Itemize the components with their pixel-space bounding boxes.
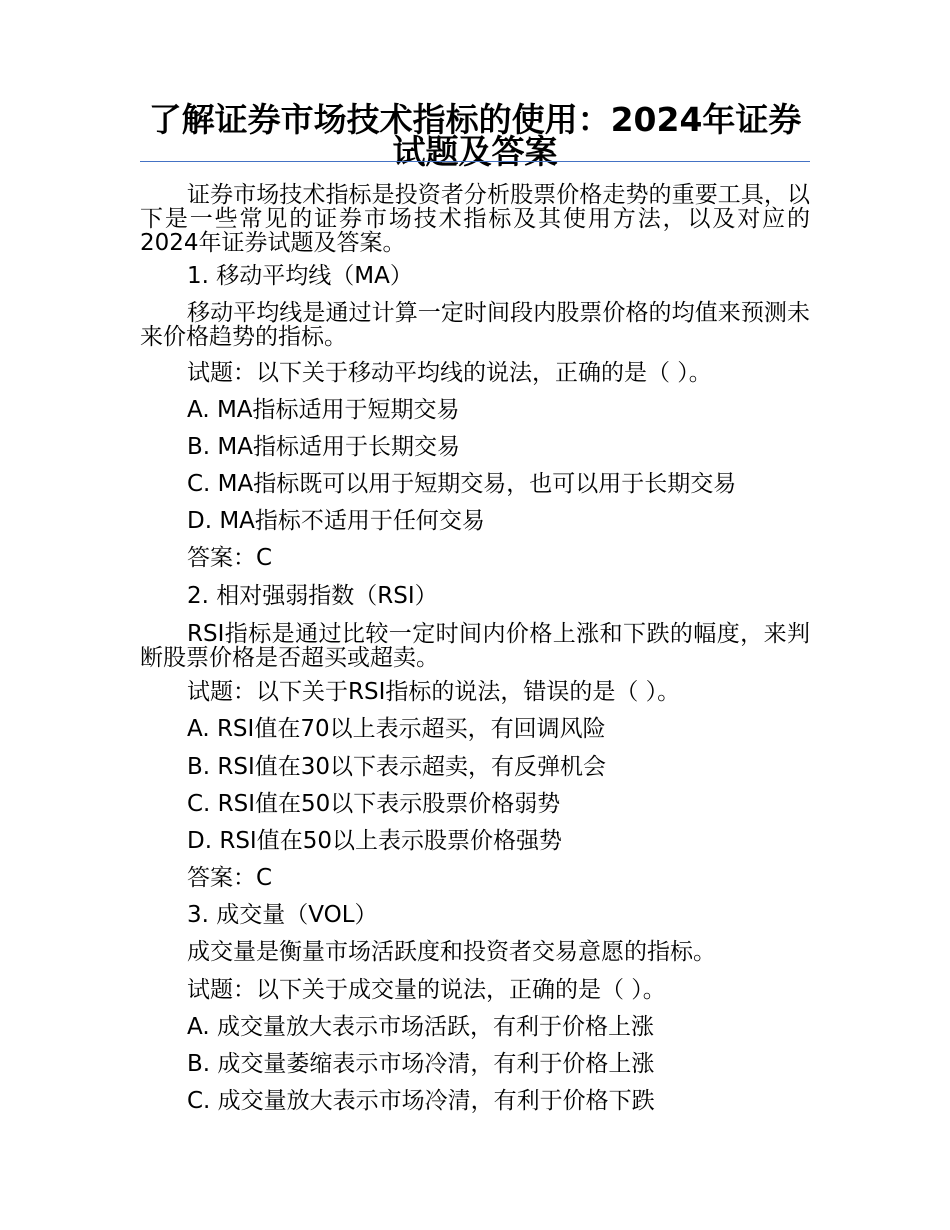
option-ma-c: C. MA指标既可以用于短期交易，也可以用于长期交易 — [187, 471, 737, 497]
option-rsi-a: A. RSI值在70以上表示超买，有回调风险 — [187, 716, 606, 742]
section-heading-vol: 3. 成交量（VOL） — [187, 902, 378, 928]
option-vol-c: C. 成交量放大表示市场冷清，有利于价格下跌 — [187, 1088, 655, 1114]
question-rsi: 试题：以下关于RSI指标的说法，错误的是（ ）。 — [187, 679, 681, 705]
question-ma: 试题：以下关于移动平均线的说法，正确的是（ ）。 — [187, 360, 712, 386]
option-ma-b: B. MA指标适用于长期交易 — [187, 434, 460, 460]
option-ma-a: A. MA指标适用于短期交易 — [187, 397, 460, 423]
intro-paragraph: 证券市场技术指标是投资者分析股票价格走势的重要工具，以下是一些常见的证券市场技术指标及其使用方法，以及对应的2024年证券试题及答案。 — [140, 182, 810, 256]
document-title: 了解证券市场技术指标的使用：2024年证券试题及答案 — [148, 100, 802, 171]
section-description-ma: 移动平均线是通过计算一定时间段内股票价格的均值来预测未来价格趋势的指标。 — [140, 300, 810, 350]
option-vol-b: B. 成交量萎缩表示市场冷清，有利于价格上涨 — [187, 1051, 655, 1077]
question-vol: 试题：以下关于成交量的说法，正确的是（ ）。 — [187, 977, 666, 1003]
option-ma-d: D. MA指标不适用于任何交易 — [187, 508, 485, 534]
answer-ma: 答案：C — [187, 545, 273, 571]
section-description-rsi: RSI指标是通过比较一定时间内价格上涨和下跌的幅度，来判断股票价格是否超买或超卖。 — [140, 621, 810, 671]
answer-rsi: 答案：C — [187, 865, 273, 891]
option-rsi-b: B. RSI值在30以下表示超卖，有反弹机会 — [187, 754, 607, 780]
option-rsi-d: D. RSI值在50以上表示股票价格强势 — [187, 828, 562, 854]
section-heading-ma: 1. 移动平均线（MA） — [187, 263, 413, 289]
option-vol-a: A. 成交量放大表示市场活跃，有利于价格上涨 — [187, 1014, 654, 1040]
option-rsi-c: C. RSI值在50以下表示股票价格弱势 — [187, 791, 561, 817]
section-heading-rsi: 2. 相对强弱指数（RSI） — [187, 583, 438, 609]
section-description-vol: 成交量是衡量市场活跃度和投资者交易意愿的指标。 — [187, 939, 716, 965]
title-underline — [140, 161, 810, 162]
